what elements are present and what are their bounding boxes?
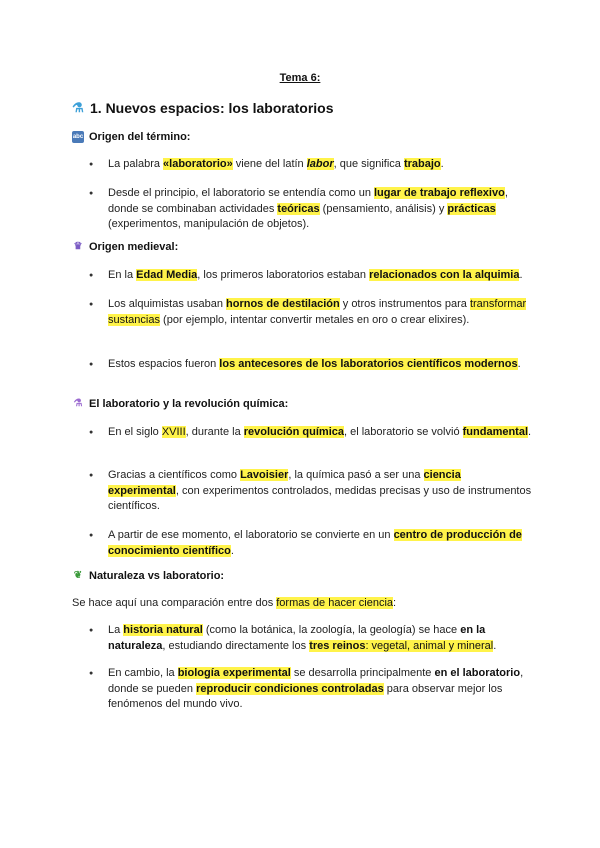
heading-origen-termino [72, 131, 190, 143]
section-title: 1. Nuevos espacios: los laboratorios [90, 100, 334, 116]
list-origen-medieval-3 [72, 357, 532, 373]
list-naturaleza [72, 623, 532, 654]
list-revolucion-3 [72, 528, 532, 559]
leaf-icon: ❦ [73, 570, 83, 581]
list-item: ● A partir de ese momento, el laboratorio se convierte en un centro de producción de conocimiento científico. [72, 528, 532, 559]
list-item: ● La palabra «laboratorio» viene del latín labor, que significa trabajo. [72, 157, 532, 173]
document-title: Tema 6: [279, 72, 321, 84]
heading-text: Origen del término: [89, 131, 191, 143]
list-item: ● En la Edad Media, los primeros laboratorios estaban relacionados con la alquimia. [72, 268, 532, 284]
heading-revolucion [72, 398, 288, 410]
list-item: ● Los alquimistas usaban hornos de destilación y otros instrumentos para transformar sustancias (por ejemplo, intentar convertir metales en oro o crear elixires). [72, 297, 532, 328]
list-origen-medieval-2 [72, 297, 532, 328]
list-revolucion-2 [72, 468, 532, 515]
list-item: ● En cambio, la biología experimental se desarrolla principalmente en el laboratorio, donde se pueden reproducir condiciones controladas para observar mejor los fenómenos del mundo vivo. [72, 666, 532, 713]
heading-text: Naturaleza vs laboratorio: [89, 570, 225, 582]
list-item: ● Desde el principio, el laboratorio se entendía como un lugar de trabajo reflexivo, donde se combinaban actividades teóricas (pensamiento, análisis) y prácticas (experimentos, manipulación de objetos). [72, 186, 532, 233]
list-item: ● En el siglo XVIII, durante la revolución química, el laboratorio se volvió fundamental. [72, 425, 532, 441]
flask-icon: ⚗ [73, 398, 83, 409]
heading-text: Origen medieval: [89, 241, 179, 253]
heading-text: El laboratorio y la revolución química: [89, 398, 289, 410]
list-origen-termino-2 [72, 186, 532, 233]
paragraph-intro: Se hace aquí una comparación entre dos formas de hacer ciencia: [72, 597, 397, 609]
list-item: ● Estos espacios fueron los antecesores de los laboratorios científicos modernos. [72, 357, 532, 373]
mage-icon: ♛ [73, 241, 83, 252]
list-origen-medieval [72, 268, 532, 284]
list-naturaleza-2 [72, 666, 532, 713]
list-revolucion [72, 425, 532, 441]
test-tube-icon: ⚗ [72, 100, 84, 115]
section-heading [72, 100, 334, 116]
heading-naturaleza [72, 570, 224, 582]
list-item: ● La historia natural (como la botánica, la zoología, la geología) se hace en la naturaleza, estudiando directamente los tres reinos: vegetal, animal y mineral. [72, 623, 532, 654]
list-item: ● Gracias a científicos como Lavoisier, la química pasó a ser una ciencia experimental, con experimentos controlados, medidas precisas y uso de instrumentos científicos. [72, 468, 532, 515]
heading-origen-medieval [72, 241, 178, 253]
list-origen-termino [72, 157, 532, 173]
abc-icon: abc [72, 131, 84, 143]
